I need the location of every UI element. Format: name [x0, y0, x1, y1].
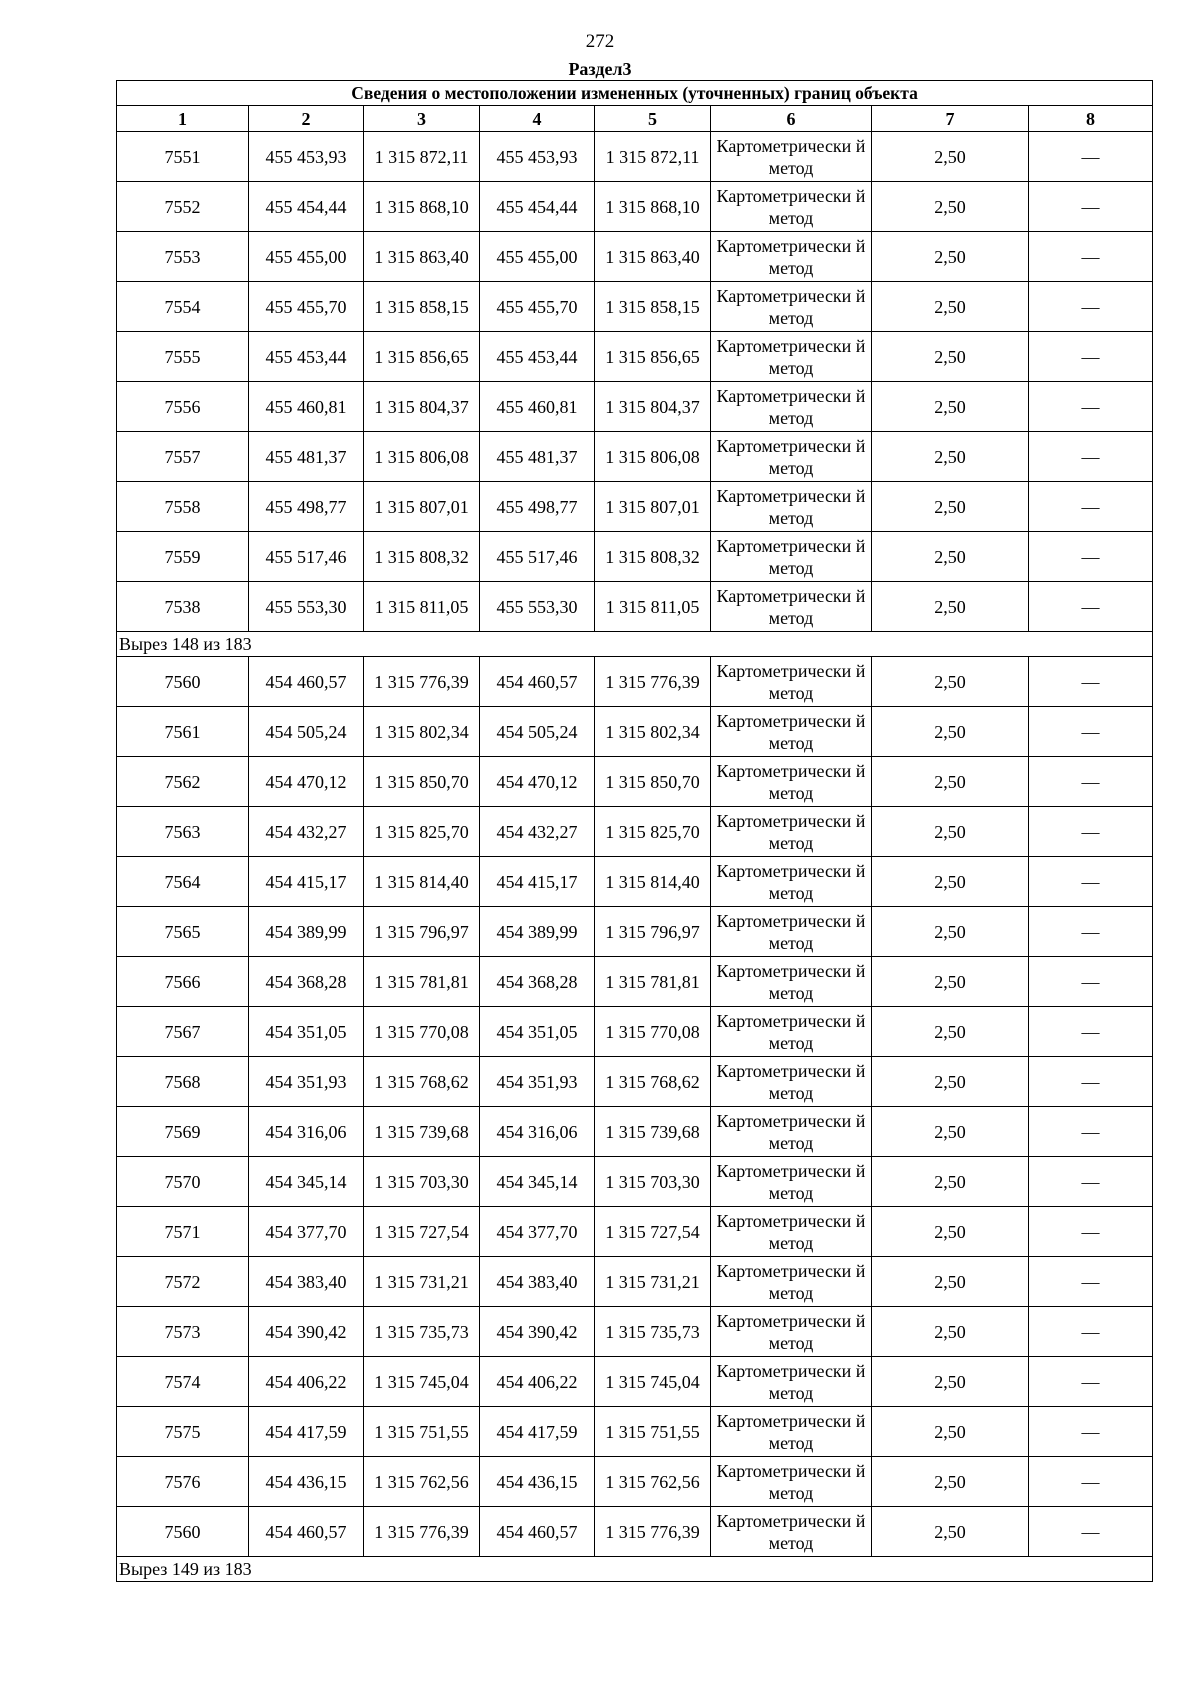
x-old-cell: 454 505,24	[249, 707, 364, 757]
y-old-cell: 1 315 814,40	[364, 857, 480, 907]
note-cell: —	[1029, 1257, 1153, 1307]
x-old-cell: 455 453,93	[249, 132, 364, 182]
y-old-cell: 1 315 808,32	[364, 532, 480, 582]
y-new-cell: 1 315 781,81	[595, 957, 711, 1007]
x-old-cell: 454 460,57	[249, 657, 364, 707]
section-footer-row	[117, 632, 1153, 657]
x-old-cell: 455 455,00	[249, 232, 364, 282]
table-row	[117, 582, 1153, 632]
y-new-cell: 1 315 776,39	[595, 1507, 711, 1557]
y-new-cell: 1 315 825,70	[595, 807, 711, 857]
table-row	[117, 1307, 1153, 1357]
y-new-cell: 1 315 776,39	[595, 657, 711, 707]
table-body	[117, 81, 1153, 1582]
accuracy-cell: 2,50	[872, 1257, 1029, 1307]
method-cell: Картометрически й метод	[711, 657, 872, 707]
y-old-cell: 1 315 802,34	[364, 707, 480, 757]
y-old-cell: 1 315 856,65	[364, 332, 480, 382]
point-number-cell: 7552	[117, 182, 249, 232]
method-cell: Картометрически й метод	[711, 182, 872, 232]
y-new-cell: 1 315 811,05	[595, 582, 711, 632]
x-new-cell: 454 470,12	[480, 757, 595, 807]
x-new-cell: 454 460,57	[480, 657, 595, 707]
y-old-cell: 1 315 781,81	[364, 957, 480, 1007]
table-row	[117, 1507, 1153, 1557]
method-cell: Картометрически й метод	[711, 957, 872, 1007]
section-footer-label: Вырез 149 из 183	[117, 1557, 1153, 1582]
x-new-cell: 454 436,15	[480, 1457, 595, 1507]
x-old-cell: 455 453,44	[249, 332, 364, 382]
point-number-cell: 7558	[117, 482, 249, 532]
note-cell: —	[1029, 1007, 1153, 1057]
table-caption-row	[117, 81, 1153, 106]
method-cell: Картометрически й метод	[711, 1157, 872, 1207]
x-new-cell: 455 453,93	[480, 132, 595, 182]
accuracy-cell: 2,50	[872, 1407, 1029, 1457]
y-old-cell: 1 315 739,68	[364, 1107, 480, 1157]
column-number: 3	[364, 106, 480, 132]
accuracy-cell: 2,50	[872, 757, 1029, 807]
y-old-cell: 1 315 806,08	[364, 432, 480, 482]
column-number: 1	[117, 106, 249, 132]
method-cell: Картометрически й метод	[711, 382, 872, 432]
y-new-cell: 1 315 808,32	[595, 532, 711, 582]
x-new-cell: 455 517,46	[480, 532, 595, 582]
table-row	[117, 1007, 1153, 1057]
accuracy-cell: 2,50	[872, 232, 1029, 282]
point-number-cell: 7562	[117, 757, 249, 807]
x-old-cell: 454 383,40	[249, 1257, 364, 1307]
note-cell: —	[1029, 657, 1153, 707]
point-number-cell: 7572	[117, 1257, 249, 1307]
x-old-cell: 455 517,46	[249, 532, 364, 582]
column-number: 5	[595, 106, 711, 132]
x-old-cell: 454 417,59	[249, 1407, 364, 1457]
point-number-cell: 7575	[117, 1407, 249, 1457]
method-cell: Картометрически й метод	[711, 1357, 872, 1407]
x-new-cell: 454 351,93	[480, 1057, 595, 1107]
point-number-cell: 7553	[117, 232, 249, 282]
method-cell: Картометрически й метод	[711, 432, 872, 482]
y-old-cell: 1 315 745,04	[364, 1357, 480, 1407]
point-number-cell: 7568	[117, 1057, 249, 1107]
method-cell: Картометрически й метод	[711, 1057, 872, 1107]
y-old-cell: 1 315 770,08	[364, 1007, 480, 1057]
x-old-cell: 455 481,37	[249, 432, 364, 482]
method-cell: Картометрически й метод	[711, 582, 872, 632]
note-cell: —	[1029, 182, 1153, 232]
boundary-coordinates-table	[116, 80, 1153, 1582]
note-cell: —	[1029, 382, 1153, 432]
x-old-cell: 454 377,70	[249, 1207, 364, 1257]
method-cell: Картометрически й метод	[711, 282, 872, 332]
note-cell: —	[1029, 432, 1153, 482]
y-new-cell: 1 315 858,15	[595, 282, 711, 332]
table-row	[117, 857, 1153, 907]
point-number-cell: 7576	[117, 1457, 249, 1507]
point-number-cell: 7570	[117, 1157, 249, 1207]
y-new-cell: 1 315 850,70	[595, 757, 711, 807]
x-old-cell: 454 432,27	[249, 807, 364, 857]
x-new-cell: 454 345,14	[480, 1157, 595, 1207]
y-new-cell: 1 315 856,65	[595, 332, 711, 382]
y-new-cell: 1 315 863,40	[595, 232, 711, 282]
table-row	[117, 1157, 1153, 1207]
note-cell: —	[1029, 957, 1153, 1007]
point-number-cell: 7567	[117, 1007, 249, 1057]
x-new-cell: 454 406,22	[480, 1357, 595, 1407]
table-row	[117, 1407, 1153, 1457]
point-number-cell: 7551	[117, 132, 249, 182]
column-number: 8	[1029, 106, 1153, 132]
table-row	[117, 707, 1153, 757]
x-new-cell: 455 455,00	[480, 232, 595, 282]
x-old-cell: 455 553,30	[249, 582, 364, 632]
x-old-cell: 454 436,15	[249, 1457, 364, 1507]
y-old-cell: 1 315 731,21	[364, 1257, 480, 1307]
y-old-cell: 1 315 872,11	[364, 132, 480, 182]
accuracy-cell: 2,50	[872, 1107, 1029, 1157]
table-row	[117, 332, 1153, 382]
table-row	[117, 957, 1153, 1007]
table-row	[117, 1457, 1153, 1507]
accuracy-cell: 2,50	[872, 1007, 1029, 1057]
x-old-cell: 455 460,81	[249, 382, 364, 432]
y-old-cell: 1 315 735,73	[364, 1307, 480, 1357]
note-cell: —	[1029, 582, 1153, 632]
note-cell: —	[1029, 1507, 1153, 1557]
y-old-cell: 1 315 850,70	[364, 757, 480, 807]
note-cell: —	[1029, 1157, 1153, 1207]
y-new-cell: 1 315 745,04	[595, 1357, 711, 1407]
point-number-cell: 7564	[117, 857, 249, 907]
x-old-cell: 454 415,17	[249, 857, 364, 907]
point-number-cell: 7569	[117, 1107, 249, 1157]
column-number: 7	[872, 106, 1029, 132]
y-old-cell: 1 315 858,15	[364, 282, 480, 332]
x-new-cell: 455 455,70	[480, 282, 595, 332]
accuracy-cell: 2,50	[872, 582, 1029, 632]
column-number-row	[117, 106, 1153, 132]
x-new-cell: 455 481,37	[480, 432, 595, 482]
accuracy-cell: 2,50	[872, 1457, 1029, 1507]
y-new-cell: 1 315 727,54	[595, 1207, 711, 1257]
table-row	[117, 657, 1153, 707]
table-row	[117, 1357, 1153, 1407]
y-old-cell: 1 315 863,40	[364, 232, 480, 282]
point-number-cell: 7538	[117, 582, 249, 632]
accuracy-cell: 2,50	[872, 132, 1029, 182]
point-number-cell: 7559	[117, 532, 249, 582]
method-cell: Картометрически й метод	[711, 482, 872, 532]
x-old-cell: 454 345,14	[249, 1157, 364, 1207]
method-cell: Картометрически й метод	[711, 332, 872, 382]
y-new-cell: 1 315 770,08	[595, 1007, 711, 1057]
y-old-cell: 1 315 825,70	[364, 807, 480, 857]
y-new-cell: 1 315 768,62	[595, 1057, 711, 1107]
y-old-cell: 1 315 703,30	[364, 1157, 480, 1207]
table-row	[117, 757, 1153, 807]
section-footer-label: Вырез 148 из 183	[117, 632, 1153, 657]
note-cell: —	[1029, 807, 1153, 857]
y-new-cell: 1 315 804,37	[595, 382, 711, 432]
x-old-cell: 454 460,57	[249, 1507, 364, 1557]
x-new-cell: 454 417,59	[480, 1407, 595, 1457]
y-new-cell: 1 315 751,55	[595, 1407, 711, 1457]
method-cell: Картометрически й метод	[711, 232, 872, 282]
y-old-cell: 1 315 807,01	[364, 482, 480, 532]
x-new-cell: 454 316,06	[480, 1107, 595, 1157]
section-title: Раздел3	[568, 59, 632, 79]
accuracy-cell: 2,50	[872, 1507, 1029, 1557]
point-number-cell: 7571	[117, 1207, 249, 1257]
accuracy-cell: 2,50	[872, 282, 1029, 332]
x-old-cell: 454 351,93	[249, 1057, 364, 1107]
y-new-cell: 1 315 735,73	[595, 1307, 711, 1357]
method-cell: Картометрически й метод	[711, 907, 872, 957]
y-new-cell: 1 315 731,21	[595, 1257, 711, 1307]
x-new-cell: 454 390,42	[480, 1307, 595, 1357]
y-new-cell: 1 315 739,68	[595, 1107, 711, 1157]
accuracy-cell: 2,50	[872, 857, 1029, 907]
y-old-cell: 1 315 796,97	[364, 907, 480, 957]
point-number-cell: 7561	[117, 707, 249, 757]
method-cell: Картометрически й метод	[711, 1507, 872, 1557]
x-new-cell: 454 432,27	[480, 807, 595, 857]
accuracy-cell: 2,50	[872, 182, 1029, 232]
page-number: 272	[585, 31, 615, 52]
accuracy-cell: 2,50	[872, 957, 1029, 1007]
point-number-cell: 7555	[117, 332, 249, 382]
y-old-cell: 1 315 768,62	[364, 1057, 480, 1107]
x-old-cell: 454 406,22	[249, 1357, 364, 1407]
table-row	[117, 907, 1153, 957]
x-new-cell: 454 368,28	[480, 957, 595, 1007]
y-old-cell: 1 315 868,10	[364, 182, 480, 232]
accuracy-cell: 2,50	[872, 1207, 1029, 1257]
section-footer-row	[117, 1557, 1153, 1582]
method-cell: Картометрически й метод	[711, 1107, 872, 1157]
method-cell: Картометрически й метод	[711, 1207, 872, 1257]
x-new-cell: 454 383,40	[480, 1257, 595, 1307]
accuracy-cell: 2,50	[872, 1057, 1029, 1107]
x-new-cell: 454 460,57	[480, 1507, 595, 1557]
y-new-cell: 1 315 802,34	[595, 707, 711, 757]
point-number-cell: 7554	[117, 282, 249, 332]
table-row	[117, 382, 1153, 432]
note-cell: —	[1029, 707, 1153, 757]
y-new-cell: 1 315 868,10	[595, 182, 711, 232]
boundary-table-container	[116, 80, 1152, 1582]
y-new-cell: 1 315 807,01	[595, 482, 711, 532]
note-cell: —	[1029, 1407, 1153, 1457]
column-number: 6	[711, 106, 872, 132]
x-old-cell: 454 351,05	[249, 1007, 364, 1057]
y-new-cell: 1 315 762,56	[595, 1457, 711, 1507]
x-new-cell: 454 351,05	[480, 1007, 595, 1057]
x-old-cell: 455 498,77	[249, 482, 364, 532]
table-row	[117, 1207, 1153, 1257]
y-new-cell: 1 315 703,30	[595, 1157, 711, 1207]
note-cell: —	[1029, 1357, 1153, 1407]
x-old-cell: 454 470,12	[249, 757, 364, 807]
accuracy-cell: 2,50	[872, 1357, 1029, 1407]
y-new-cell: 1 315 796,97	[595, 907, 711, 957]
y-old-cell: 1 315 776,39	[364, 657, 480, 707]
table-row	[117, 132, 1153, 182]
note-cell: —	[1029, 1207, 1153, 1257]
y-old-cell: 1 315 762,56	[364, 1457, 480, 1507]
method-cell: Картометрически й метод	[711, 1407, 872, 1457]
method-cell: Картометрически й метод	[711, 1007, 872, 1057]
x-new-cell: 454 505,24	[480, 707, 595, 757]
note-cell: —	[1029, 857, 1153, 907]
note-cell: —	[1029, 532, 1153, 582]
point-number-cell: 7573	[117, 1307, 249, 1357]
point-number-cell: 7566	[117, 957, 249, 1007]
x-old-cell: 454 390,42	[249, 1307, 364, 1357]
y-new-cell: 1 315 872,11	[595, 132, 711, 182]
point-number-cell: 7560	[117, 1507, 249, 1557]
accuracy-cell: 2,50	[872, 807, 1029, 857]
accuracy-cell: 2,50	[872, 1157, 1029, 1207]
y-old-cell: 1 315 804,37	[364, 382, 480, 432]
method-cell: Картометрически й метод	[711, 707, 872, 757]
method-cell: Картометрически й метод	[711, 807, 872, 857]
x-new-cell: 454 415,17	[480, 857, 595, 907]
point-number-cell: 7557	[117, 432, 249, 482]
note-cell: —	[1029, 482, 1153, 532]
x-old-cell: 455 455,70	[249, 282, 364, 332]
method-cell: Картометрически й метод	[711, 532, 872, 582]
accuracy-cell: 2,50	[872, 382, 1029, 432]
table-row	[117, 182, 1153, 232]
note-cell: —	[1029, 132, 1153, 182]
column-number: 2	[249, 106, 364, 132]
x-old-cell: 455 454,44	[249, 182, 364, 232]
accuracy-cell: 2,50	[872, 332, 1029, 382]
y-old-cell: 1 315 727,54	[364, 1207, 480, 1257]
y-old-cell: 1 315 751,55	[364, 1407, 480, 1457]
point-number-cell: 7560	[117, 657, 249, 707]
table-caption: Сведения о местоположении измененных (уточненных) границ объекта	[117, 81, 1153, 106]
note-cell: —	[1029, 1457, 1153, 1507]
note-cell: —	[1029, 1107, 1153, 1157]
x-new-cell: 455 498,77	[480, 482, 595, 532]
accuracy-cell: 2,50	[872, 482, 1029, 532]
table-row	[117, 232, 1153, 282]
point-number-cell: 7563	[117, 807, 249, 857]
method-cell: Картометрически й метод	[711, 1307, 872, 1357]
accuracy-cell: 2,50	[872, 707, 1029, 757]
y-old-cell: 1 315 811,05	[364, 582, 480, 632]
note-cell: —	[1029, 232, 1153, 282]
table-row	[117, 1257, 1153, 1307]
x-old-cell: 454 389,99	[249, 907, 364, 957]
note-cell: —	[1029, 282, 1153, 332]
column-number: 4	[480, 106, 595, 132]
accuracy-cell: 2,50	[872, 432, 1029, 482]
method-cell: Картометрически й метод	[711, 857, 872, 907]
x-new-cell: 455 454,44	[480, 182, 595, 232]
x-new-cell: 455 460,81	[480, 382, 595, 432]
method-cell: Картометрически й метод	[711, 1257, 872, 1307]
table-row	[117, 482, 1153, 532]
y-old-cell: 1 315 776,39	[364, 1507, 480, 1557]
y-new-cell: 1 315 814,40	[595, 857, 711, 907]
table-row	[117, 807, 1153, 857]
method-cell: Картометрически й метод	[711, 1457, 872, 1507]
x-new-cell: 455 553,30	[480, 582, 595, 632]
note-cell: —	[1029, 1307, 1153, 1357]
point-number-cell: 7565	[117, 907, 249, 957]
x-new-cell: 454 389,99	[480, 907, 595, 957]
accuracy-cell: 2,50	[872, 1307, 1029, 1357]
x-new-cell: 455 453,44	[480, 332, 595, 382]
x-old-cell: 454 316,06	[249, 1107, 364, 1157]
accuracy-cell: 2,50	[872, 657, 1029, 707]
table-row	[117, 1107, 1153, 1157]
x-new-cell: 454 377,70	[480, 1207, 595, 1257]
note-cell: —	[1029, 907, 1153, 957]
table-row	[117, 432, 1153, 482]
accuracy-cell: 2,50	[872, 907, 1029, 957]
accuracy-cell: 2,50	[872, 532, 1029, 582]
table-row	[117, 532, 1153, 582]
note-cell: —	[1029, 1057, 1153, 1107]
method-cell: Картометрически й метод	[711, 132, 872, 182]
table-row	[117, 1057, 1153, 1107]
point-number-cell: 7556	[117, 382, 249, 432]
y-new-cell: 1 315 806,08	[595, 432, 711, 482]
table-row	[117, 282, 1153, 332]
x-old-cell: 454 368,28	[249, 957, 364, 1007]
method-cell: Картометрически й метод	[711, 757, 872, 807]
point-number-cell: 7574	[117, 1357, 249, 1407]
note-cell: —	[1029, 757, 1153, 807]
note-cell: —	[1029, 332, 1153, 382]
